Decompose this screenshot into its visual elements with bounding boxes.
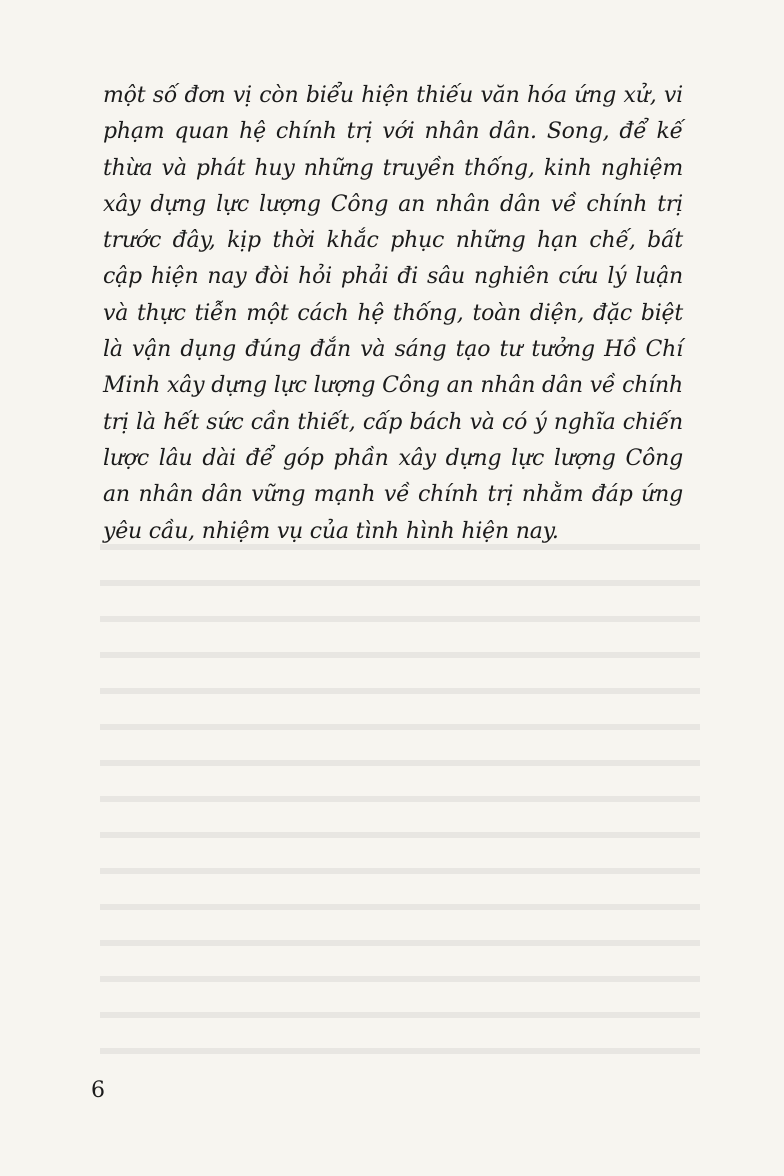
page-number: 6 xyxy=(91,1078,105,1103)
show-through-texture xyxy=(100,520,700,1060)
body-paragraph: một số đơn vị còn biểu hiện thiếu văn hóa ứng xử, vi phạm quan hệ chính trị với nhân dân. Song, để kế thừa và phát huy những truyền thống, kinh nghiệm xây dựng lực lượng Công an nhân dân về chính trị trước đây, kịp thời khắc phục những hạn chế, bất cập hiện nay đòi hỏi phải đi sâu nghiên cứu lý luận và thực tiễn một cách hệ thống, toàn diện, đặc biệt là vận dụng đúng đắn và sáng tạo tư tưởng Hồ Chí Minh xây dựng lực lượng Công an nhân dân về chính trị là hết sức cần thiết, cấp bách và có ý nghĩa chiến lược lâu dài để góp phần xây dựng lực lượng Công an nhân dân vững mạnh về chính trị nhằm đáp ứng yêu cầu, nhiệm vụ của tình hình hiện nay. xyxy=(103,83,683,544)
